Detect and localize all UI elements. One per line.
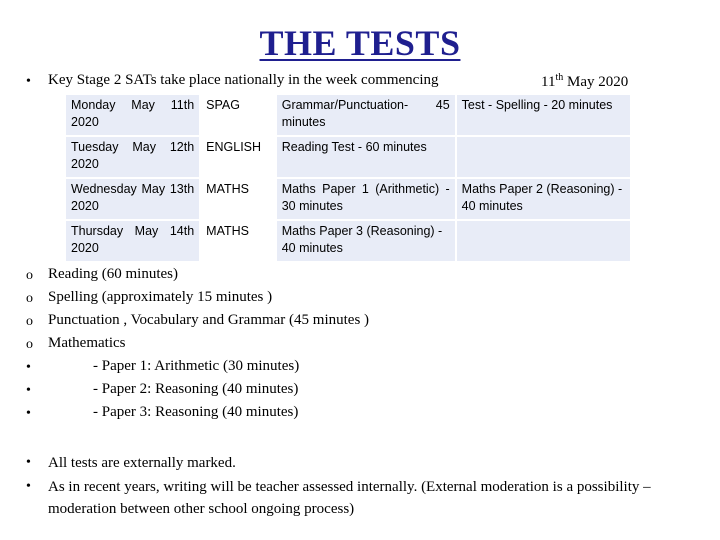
maths-paper-item: - Paper 3: Reasoning (40 minutes) <box>93 404 299 420</box>
subject-cell: SPAG <box>201 95 275 135</box>
list-marker: o <box>26 314 33 329</box>
subject-cell: ENGLISH <box>201 137 275 177</box>
list-item: Reading (60 minutes) <box>48 266 178 282</box>
date-cell: Tuesday May 12th 2020 <box>66 137 199 177</box>
bullet-marker: • <box>26 74 31 89</box>
list-item: Spelling (approximately 15 minutes ) <box>48 289 273 305</box>
date-cell: Thursday May 14th 2020 <box>66 221 199 261</box>
bullet-marker: • <box>26 360 31 375</box>
bullet-marker: • <box>26 479 31 494</box>
test-cell: Reading Test - 60 minutes <box>277 137 455 177</box>
list-item: Mathematics <box>48 335 126 351</box>
table-row <box>66 221 630 261</box>
note-text: All tests are externally marked. <box>48 455 236 471</box>
intro-text: Key Stage 2 SATs take place nationally in the week commencing <box>48 72 439 88</box>
test-cell: Maths Paper 2 (Reasoning) - 40 minutes <box>457 179 630 219</box>
list-item: Punctuation , Vocabulary and Grammar (45 minutes ) <box>48 312 370 328</box>
schedule-table <box>64 93 632 263</box>
note-text: As in recent years, writing will be teacher assessed internally. (External moderation is a possibility – moderation between other school ongoing process) <box>48 479 651 517</box>
table-row <box>66 95 630 135</box>
intro-date: 11th May 2020 <box>541 72 629 90</box>
test-cell <box>457 221 630 261</box>
subject-cell: MATHS <box>201 221 275 261</box>
test-cell <box>457 137 630 177</box>
bullet-marker: • <box>26 406 31 421</box>
table-row <box>66 137 630 177</box>
bullet-marker: • <box>26 383 31 398</box>
test-cell: Maths Paper 3 (Reasoning) - 40 minutes <box>277 221 455 261</box>
test-cell: Maths Paper 1 (Arithmetic) - 30 minutes <box>277 179 455 219</box>
bullet-marker: • <box>26 455 31 470</box>
maths-paper-item: - Paper 1: Arithmetic (30 minutes) <box>93 358 300 374</box>
maths-paper-item: - Paper 2: Reasoning (40 minutes) <box>93 381 299 397</box>
page-title: THE TESTS <box>259 23 461 63</box>
test-cell: Grammar/Punctuation- 45 minutes <box>277 95 455 135</box>
list-marker: o <box>26 291 33 306</box>
list-marker: o <box>26 337 33 352</box>
date-cell: Monday May 11th 2020 <box>66 95 199 135</box>
date-cell: Wednesday May 13th 2020 <box>66 179 199 219</box>
table-row <box>66 179 630 219</box>
list-marker: o <box>26 268 33 283</box>
subject-cell: MATHS <box>201 179 275 219</box>
test-cell: Test - Spelling - 20 minutes <box>457 95 630 135</box>
